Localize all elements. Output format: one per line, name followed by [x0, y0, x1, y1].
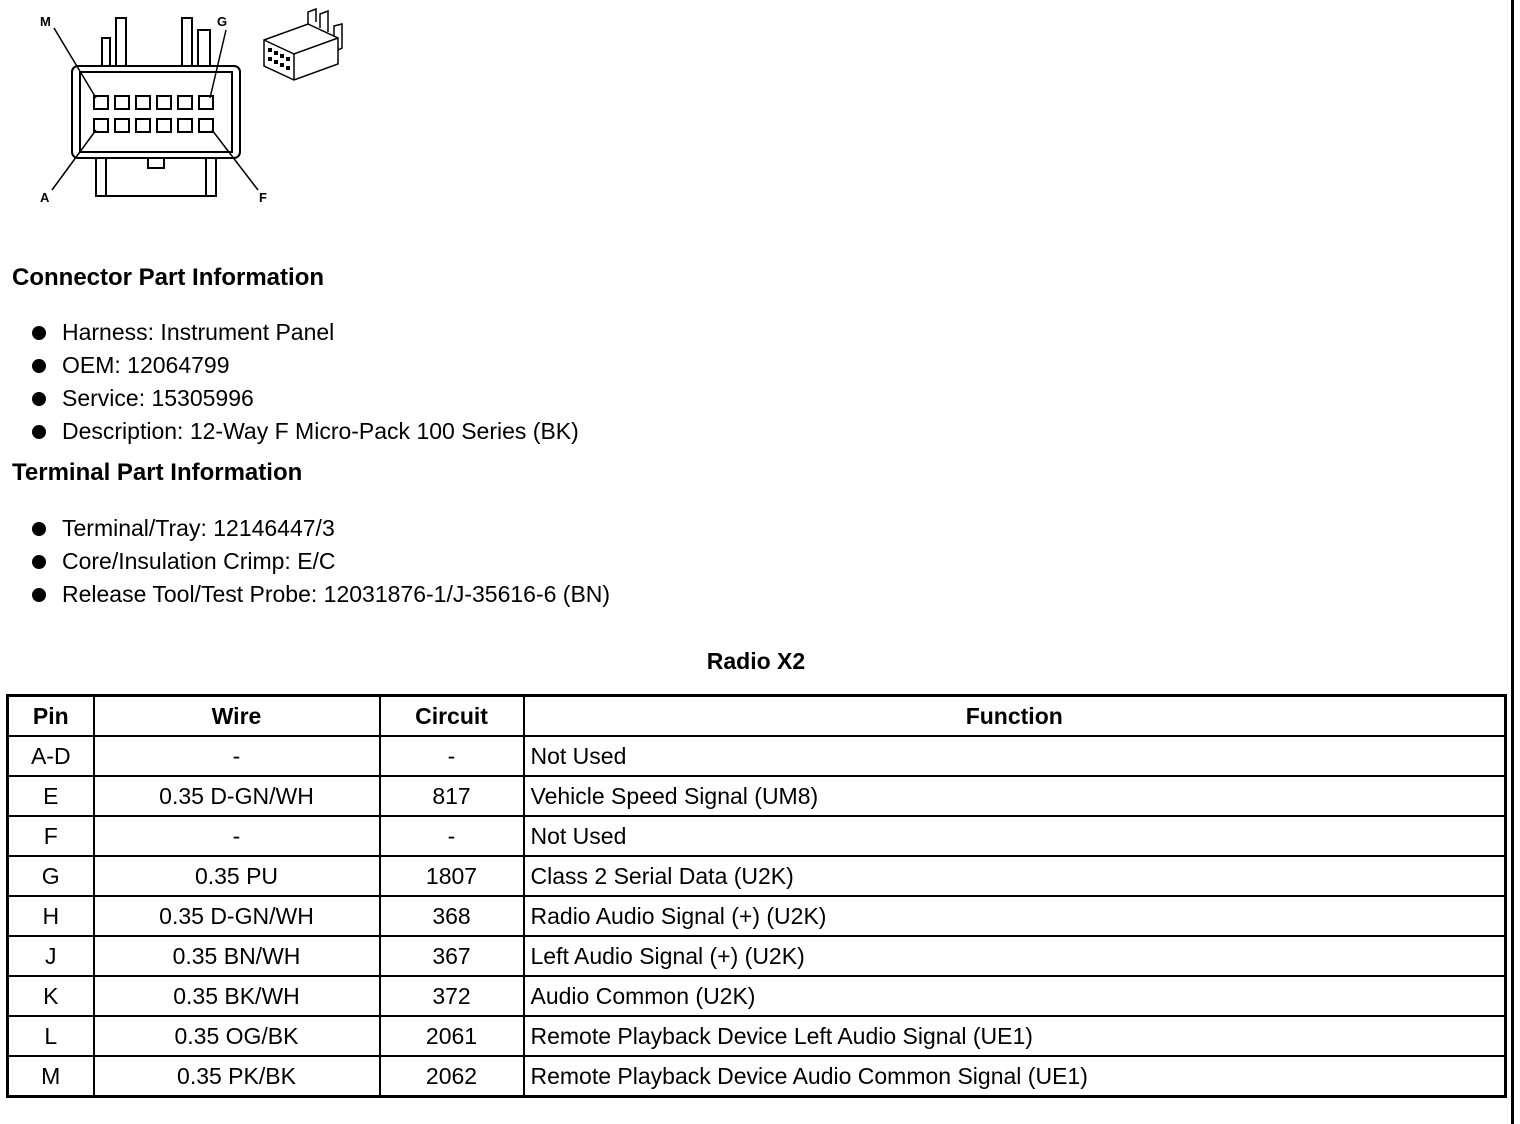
terminal-part-heading: Terminal Part Information: [12, 459, 303, 486]
table-row: [8, 976, 1506, 1016]
pin-label-a: A: [40, 190, 50, 205]
cell-function: Remote Playback Device Audio Common Signal (UE1): [524, 1056, 1506, 1097]
cell-pin: F: [8, 816, 94, 856]
cell-circuit: 2062: [380, 1056, 524, 1097]
cell-wire: 0.35 D-GN/WH: [94, 896, 380, 936]
table-row: [8, 1016, 1506, 1056]
bullet-icon: [32, 326, 46, 340]
cell-pin: A-D: [8, 736, 94, 776]
cell-function: Not Used: [524, 816, 1506, 856]
connector-3d-thumbnail: [258, 4, 348, 84]
list-item: [30, 382, 579, 415]
column-header-pin: Pin: [8, 696, 94, 737]
cell-wire: 0.35 BK/WH: [94, 976, 380, 1016]
table-row: [8, 776, 1506, 816]
list-item-text: Harness: Instrument Panel: [62, 319, 335, 345]
cell-function: Class 2 Serial Data (U2K): [524, 856, 1506, 896]
cell-circuit: 372: [380, 976, 524, 1016]
cell-function: Vehicle Speed Signal (UM8): [524, 776, 1506, 816]
cell-wire: 0.35 D-GN/WH: [94, 776, 380, 816]
list-item-text: Terminal/Tray: 12146447/3: [62, 515, 335, 541]
table-row: [8, 816, 1506, 856]
bullet-icon: [32, 522, 46, 536]
connector-part-list: [30, 316, 579, 448]
pin-label-g: G: [217, 14, 228, 29]
cell-function: Left Audio Signal (+) (U2K): [524, 936, 1506, 976]
column-header-circuit: Circuit: [380, 696, 524, 737]
cell-wire: 0.35 PU: [94, 856, 380, 896]
table-row: [8, 896, 1506, 936]
list-item-text: Core/Insulation Crimp: E/C: [62, 548, 336, 574]
list-item: [30, 512, 610, 545]
list-item: [30, 316, 579, 349]
bullet-icon: [32, 588, 46, 602]
cell-wire: -: [94, 736, 380, 776]
cell-wire: 0.35 PK/BK: [94, 1056, 380, 1097]
column-header-wire: Wire: [94, 696, 380, 737]
pin-table: [6, 694, 1507, 1098]
bullet-icon: [32, 359, 46, 373]
list-item-text: Release Tool/Test Probe: 12031876-1/J-35616-6 (BN): [62, 581, 611, 607]
bullet-icon: [32, 392, 46, 406]
pin-label-f: F: [259, 190, 267, 205]
list-item: [30, 545, 610, 578]
list-item: [30, 578, 610, 611]
cell-circuit: -: [380, 816, 524, 856]
cell-wire: 0.35 BN/WH: [94, 936, 380, 976]
table-header-row: [8, 696, 1506, 737]
connector-face-diagram: [30, 10, 280, 210]
cell-circuit: 367: [380, 936, 524, 976]
cell-circuit: -: [380, 736, 524, 776]
cell-function: Radio Audio Signal (+) (U2K): [524, 896, 1506, 936]
cell-circuit: 368: [380, 896, 524, 936]
cell-function: Audio Common (U2K): [524, 976, 1506, 1016]
pin-label-m: M: [40, 14, 51, 29]
terminal-part-list: [30, 512, 610, 611]
table-row: [8, 856, 1506, 896]
connector-part-heading: Connector Part Information: [12, 264, 325, 291]
bullet-icon: [32, 555, 46, 569]
cell-wire: -: [94, 816, 380, 856]
cell-circuit: 817: [380, 776, 524, 816]
table-row: [8, 1056, 1506, 1097]
bullet-icon: [32, 425, 46, 439]
cell-function: Remote Playback Device Left Audio Signal (UE1): [524, 1016, 1506, 1056]
cell-pin: J: [8, 936, 94, 976]
cell-pin: L: [8, 1016, 94, 1056]
pin-table-title: Radio X2: [706, 648, 806, 674]
column-header-function: Function: [524, 696, 1506, 737]
list-item: [30, 415, 579, 448]
list-item-text: OEM: 12064799: [62, 352, 230, 378]
cell-circuit: 2061: [380, 1016, 524, 1056]
table-row: [8, 736, 1506, 776]
cell-function: Not Used: [524, 736, 1506, 776]
cell-pin: M: [8, 1056, 94, 1097]
cell-circuit: 1807: [380, 856, 524, 896]
table-row: [8, 936, 1506, 976]
cell-pin: H: [8, 896, 94, 936]
cell-pin: G: [8, 856, 94, 896]
list-item-text: Description: 12-Way F Micro-Pack 100 Series (BK): [62, 418, 579, 444]
list-item: [30, 349, 579, 382]
cell-pin: K: [8, 976, 94, 1016]
list-item-text: Service: 15305996: [62, 385, 254, 411]
page-right-border: [1511, 0, 1514, 1124]
cell-wire: 0.35 OG/BK: [94, 1016, 380, 1056]
cell-pin: E: [8, 776, 94, 816]
